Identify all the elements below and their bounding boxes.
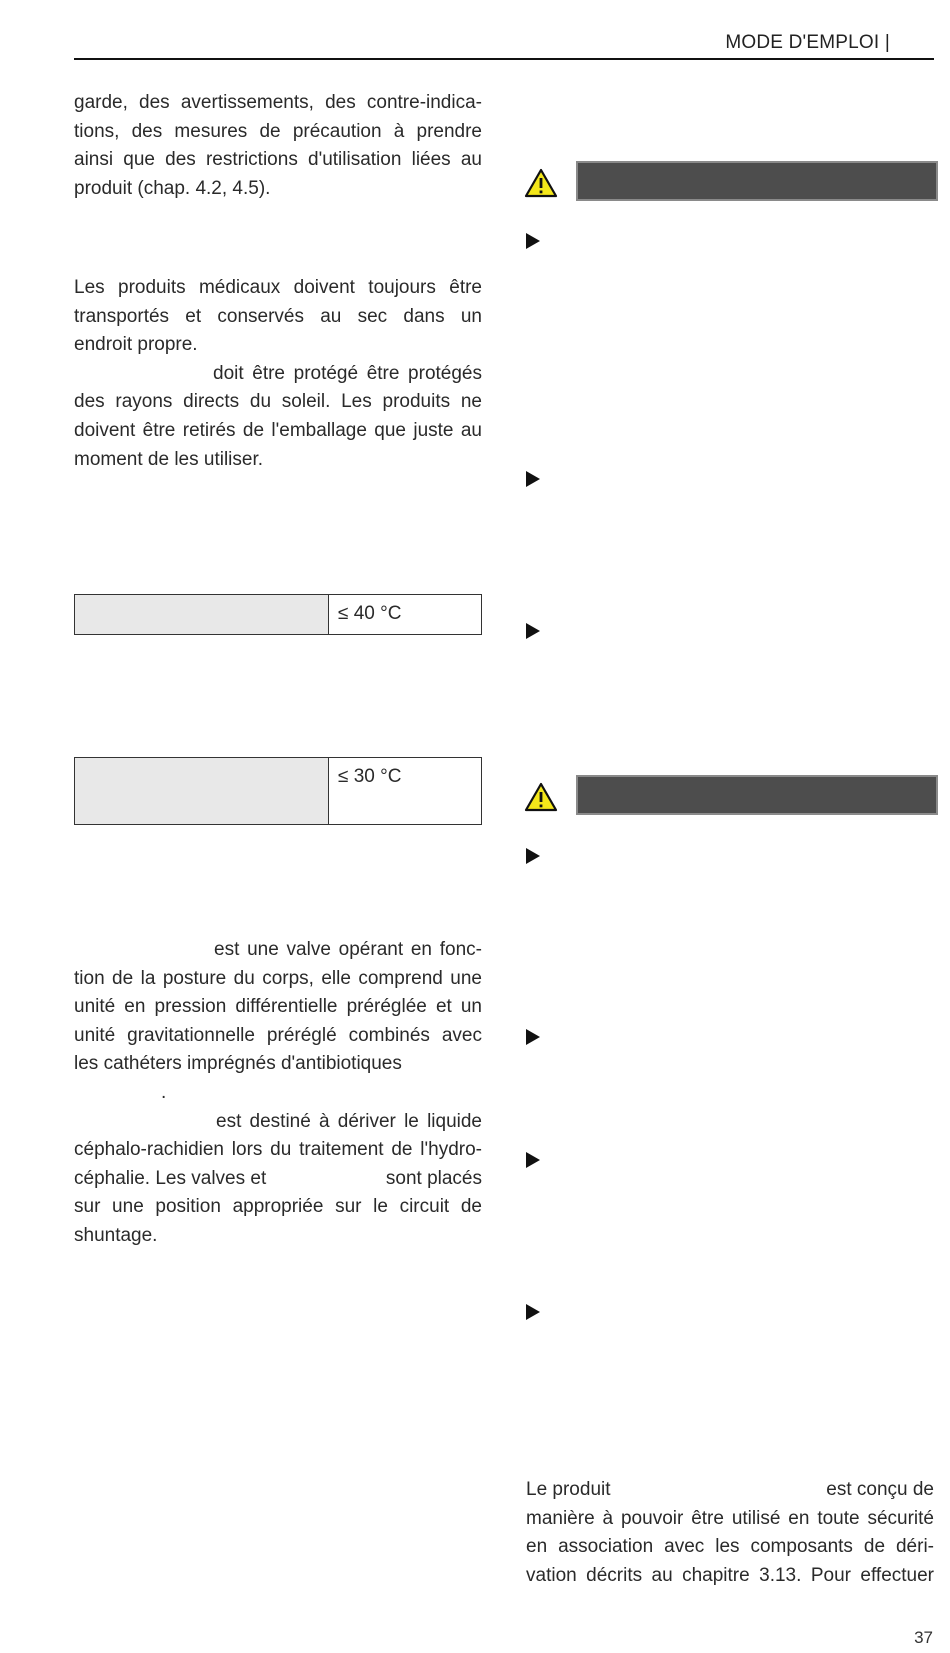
temperature-table-1 — [74, 594, 482, 635]
text-line: endroit propre. — [74, 334, 198, 356]
text-fragment: Le produit — [526, 1479, 611, 1500]
text-fragment: céphalie. Les valves et — [74, 1167, 267, 1189]
text-line: doivent être retirés de l'emballage que juste au — [74, 419, 482, 441]
text-line: ainsi que des restrictions d'utilisation liées au — [74, 149, 482, 171]
intro-paragraph — [74, 89, 482, 203]
text-line: Les produits médicaux doivent toujours être — [74, 277, 482, 298]
compatibility-paragraph — [526, 1476, 934, 1590]
text-fragment: est conçu de — [826, 1479, 934, 1500]
text-line — [74, 1165, 482, 1194]
warning-box-2 — [524, 775, 938, 819]
text-line: shuntage. — [74, 1224, 158, 1246]
bullet-arrow-icon — [526, 848, 540, 864]
text-line: est une valve opérant en fonc- — [214, 939, 482, 960]
warning-box-1 — [524, 161, 938, 205]
page-header — [74, 30, 934, 60]
table-value-cell: ≤ 30 °C — [338, 766, 402, 787]
text-line: transportés et conservés au sec dans un — [74, 305, 482, 327]
storage-paragraph — [74, 274, 482, 474]
text-fragment: sont placés — [385, 1167, 482, 1189]
page-number: 37 — [914, 1628, 933, 1647]
bullet-arrow-icon — [526, 1304, 540, 1320]
text-line: unité gravitationnelle préréglé combinés avec — [74, 1024, 482, 1046]
text-line: . — [161, 1081, 167, 1103]
warning-triangle-icon — [524, 168, 558, 198]
text-line: des rayons directs du soleil. Les produits ne — [74, 391, 482, 413]
text-line: moment de les utiliser. — [74, 448, 264, 470]
text-line: sur une position appropriée sur le circuit de — [74, 1196, 482, 1218]
text-line — [526, 1476, 934, 1505]
text-line: doit être protégé être protégés — [213, 362, 482, 384]
text-line: produit (chap. 4.2, 4.5). — [74, 177, 271, 199]
text-line: garde, des avertissements, des contre-indica- — [74, 92, 482, 113]
table-label-cell — [75, 758, 329, 824]
table-label-cell — [75, 595, 329, 634]
text-line: céphalo-rachidien lors du traitement de l'hydro- — [74, 1139, 482, 1161]
bullet-arrow-icon — [526, 1152, 540, 1168]
bullet-arrow-icon — [526, 623, 540, 639]
text-line: vation décrits au chapitre 3.13. Pour effectuer — [526, 1564, 934, 1586]
header-title: MODE D'EMPLOI | — [725, 32, 890, 53]
text-line: tion de la posture du corps, elle comprend une — [74, 967, 482, 989]
warning-triangle-icon — [524, 782, 558, 812]
bullet-arrow-icon — [526, 1029, 540, 1045]
temperature-table-2 — [74, 757, 482, 825]
text-line: en association avec les composants de déri- — [526, 1536, 934, 1558]
text-line: est destiné à dériver le liquide — [216, 1110, 482, 1132]
bullet-arrow-icon — [526, 233, 540, 249]
warning-title-bar — [576, 161, 938, 201]
warning-title-bar — [576, 775, 938, 815]
text-line: manière à pouvoir être utilisé en toute sécurité — [526, 1507, 934, 1529]
text-line: les cathéters imprégnés d'antibiotiques — [74, 1053, 402, 1075]
table-value-cell: ≤ 40 °C — [338, 603, 402, 624]
description-paragraph — [74, 936, 482, 1251]
text-line: unité en pression différentielle préréglée et un — [74, 996, 482, 1018]
bullet-arrow-icon — [526, 471, 540, 487]
text-line: tions, des mesures de précaution à prendre — [74, 120, 482, 142]
